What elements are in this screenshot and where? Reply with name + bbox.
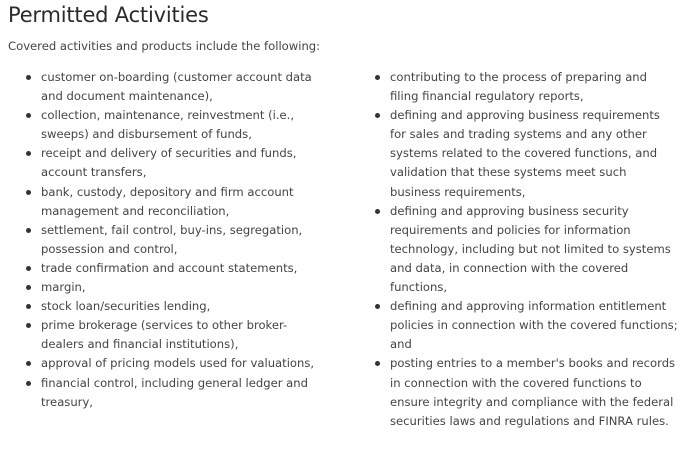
list-item	[23, 106, 323, 144]
bullet-icon	[26, 228, 31, 233]
list-item	[23, 144, 323, 182]
list-item	[23, 183, 323, 221]
bullet-icon	[26, 381, 31, 386]
intro-text: Covered activities and products include the following:	[8, 39, 321, 53]
bullet-icon	[26, 323, 31, 328]
bullet-icon	[375, 75, 380, 80]
list-item	[23, 278, 323, 297]
list-item-text: settlement, fail control, buy-ins, segregation, possession and control,	[41, 222, 303, 256]
list-item	[23, 68, 323, 106]
bullet-icon	[375, 209, 380, 214]
bullet-icon	[26, 190, 31, 195]
list-item	[372, 354, 678, 430]
list-item-text: bank, custody, depository and firm account management and reconciliation,	[41, 184, 294, 218]
list-item	[372, 106, 678, 201]
page-title: Permitted Activities	[8, 3, 209, 27]
list-item-text: receipt and delivery of securities and funds, account transfers,	[41, 146, 297, 180]
list-item	[372, 68, 678, 106]
list-item	[372, 202, 678, 297]
list-item-text: approval of pricing models used for valuations,	[41, 356, 315, 371]
list-item-text: defining and approving information entitlement policies in connection with the covered functions; and	[390, 299, 678, 352]
list-item-text: prime brokerage (services to other broker-dealers and financial institutions),	[41, 318, 288, 352]
list-item-text: financial control, including general ledger and treasury,	[41, 375, 308, 409]
list-item	[23, 297, 323, 316]
bullet-icon	[26, 113, 31, 118]
list-item-text: posting entries to a member's books and records in connection with the covered functions to ensure integrity and compliance with the federal securities laws and regulations and FINRA rules.	[390, 356, 676, 428]
list-item-text: margin,	[41, 280, 86, 295]
list-item	[372, 297, 678, 354]
list-item-text: trade confirmation and account statements,	[41, 260, 298, 275]
bullet-icon	[26, 304, 31, 309]
list-item	[23, 259, 323, 278]
list-item-text: customer on-boarding (customer account data and document maintenance),	[41, 70, 312, 104]
bullet-icon	[375, 304, 380, 309]
list-item	[23, 316, 323, 354]
list-item	[23, 354, 323, 373]
bullet-icon	[26, 151, 31, 156]
bullet-icon	[375, 361, 380, 366]
list-item-text: defining and approving business security requirements and policies for information technology, including but not limited to systems and data, in connection with the covered functions,	[390, 203, 671, 295]
list-item-text: stock loan/securities lending,	[41, 299, 211, 314]
list-item-text: contributing to the process of preparing and filing financial regulatory reports,	[390, 70, 648, 104]
list-item-text: collection, maintenance, reinvestment (i.e., sweeps) and disbursement of funds,	[41, 108, 295, 142]
bullet-icon	[375, 113, 380, 118]
list-item-text: defining and approving business requirements for sales and trading systems and any other systems related to the covered functions, and validation that these systems meet such business requirements,	[390, 108, 660, 199]
list-item	[23, 374, 323, 412]
left-activities-list	[23, 68, 323, 412]
bullet-icon	[26, 361, 31, 366]
bullet-icon	[26, 266, 31, 271]
bullet-icon	[26, 285, 31, 290]
list-item	[23, 221, 323, 259]
bullet-icon	[26, 75, 31, 80]
right-activities-list	[372, 68, 678, 431]
